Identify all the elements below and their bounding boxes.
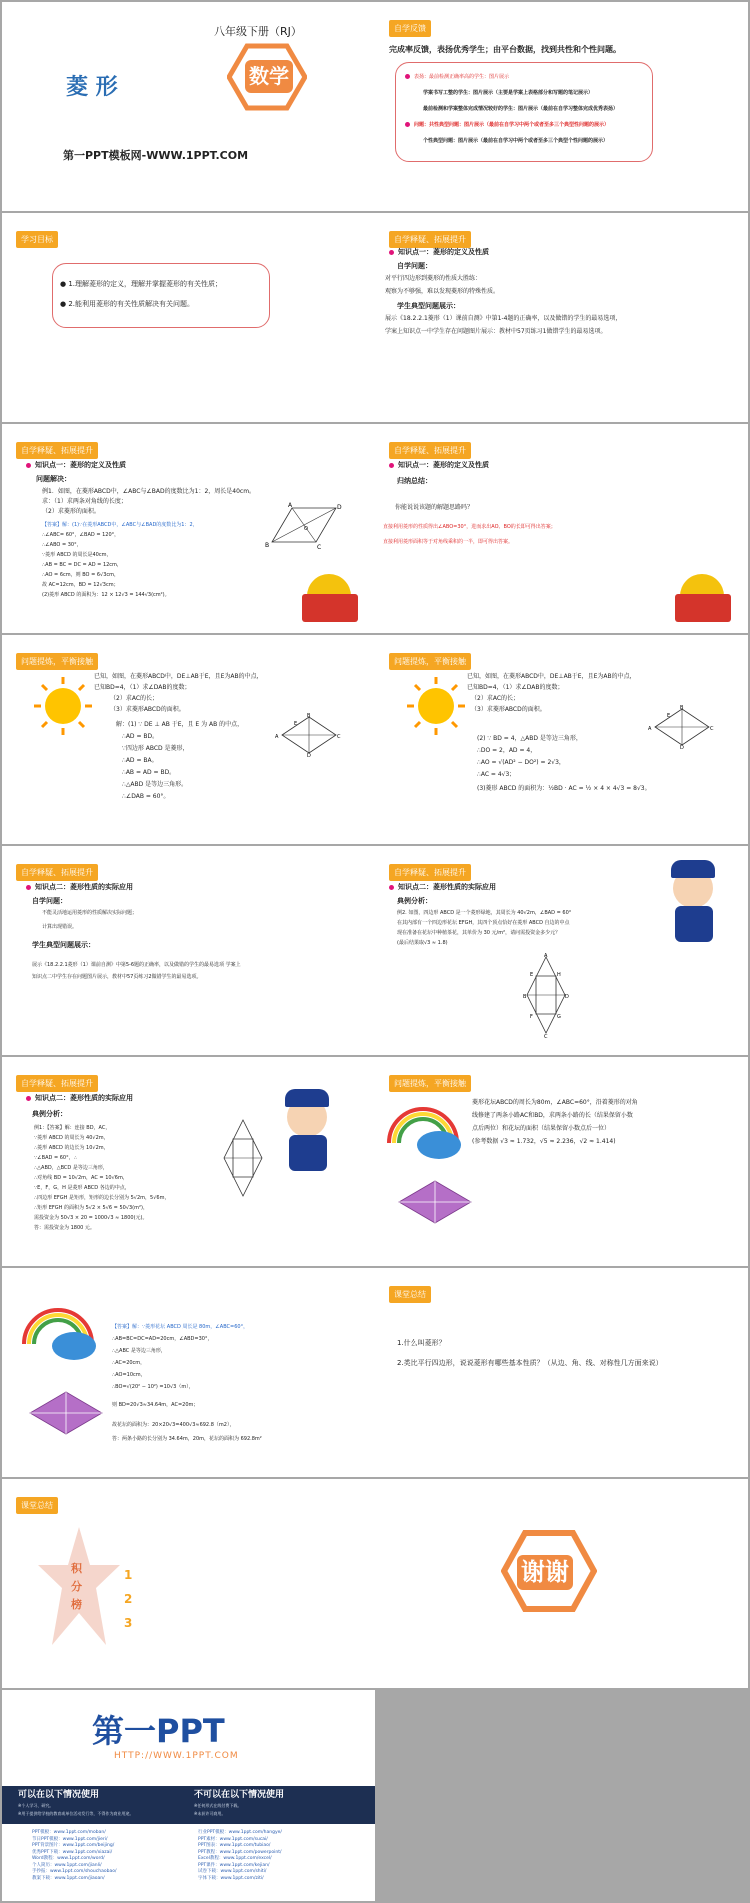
answer-text: ∴△ABD 是等边三角形。 [122, 781, 188, 788]
body-text: 学案上知识点一中学生存在问题图片展示：教材中57页练习1做错学生的最易选项。 [385, 328, 607, 335]
body-text: 计算出现错误。 [42, 924, 78, 930]
slide-footer [2, 1690, 375, 1901]
answer-text: 【答案】解：(1)∵在菱形ABCD中，∠ABC与∠BAD的度数比为1：2， [42, 522, 198, 528]
rhombus-diagram [264, 500, 344, 550]
problem-text: (最后结果取√3 ≈ 1.8) [397, 940, 448, 946]
answer-text: (3)菱形 ABCD 的面积为：½BD · AC = ½ × 4 × 4√3 = 8√3。 [477, 785, 651, 792]
answer-text: ∴AC=20cm， [112, 1360, 146, 1366]
badge-char: 积 [71, 1562, 82, 1575]
slide-goals [2, 213, 375, 422]
problem-text: (参考数据 √3 ≈ 1.732，√5 ≈ 2.236，√2 ≈ 1.414) [472, 1138, 616, 1145]
slide-feedback [375, 2, 748, 211]
answer-text: 则 BD=20√3≈34.64m，AC=20m； [112, 1402, 199, 1408]
answer-text: 故 AC=12cm，BD = 12√3cm； [42, 582, 119, 588]
point-label: D [307, 753, 311, 757]
intro-text: 完成率反馈，表扬优秀学生；由平台数据，找到共性和个性问题。 [389, 45, 621, 54]
cannot-use-heading: 不可以在以下情况使用 [194, 1790, 285, 1800]
goal-item: ● 2.能利用菱形的有关性质解决有关问题。 [60, 300, 195, 308]
slide-tag: 自学释疑、拓展提升 [16, 1075, 98, 1092]
answer-text: ∵E，F，G，H 是菱形 ABCD 各边的中点， [34, 1185, 130, 1191]
link-item[interactable]: 个人简历：www.1ppt.com/jianli/ [32, 1862, 102, 1868]
cannot-use-item: ※未获许可商用。 [194, 1811, 226, 1816]
point-label: D [337, 504, 342, 511]
link-item[interactable]: 试卷下载：www.1ppt.com/shiti/ [198, 1869, 267, 1875]
link-item[interactable]: 节日PPT模板：www.1ppt.com/jieri/ [32, 1836, 108, 1842]
rhombus-diagram [647, 705, 717, 749]
rhombus-diagram [523, 952, 569, 1038]
slide-scoreboard [2, 1479, 375, 1688]
point-label: B [265, 542, 270, 549]
problem-text: 已知BD=4，（1）求∠DAB的度数； [467, 684, 564, 691]
slide-tag: 问题提炼，平衡接触 [389, 1075, 471, 1092]
slide-tag: 课堂总结 [389, 1286, 431, 1303]
slide-tag: 自学释疑、拓展提升 [389, 864, 471, 881]
answer-text: (2) ∵ BD = 4，△ABD 是等边三角形， [477, 735, 582, 742]
point-label: D [565, 994, 569, 1000]
answer-text: ∴AO=10cm， [112, 1372, 146, 1378]
thanks-text: 谢谢 [517, 1555, 573, 1590]
rank-number: 2 [124, 1592, 133, 1606]
rhombus-diagram [220, 1115, 266, 1201]
slide-tag: 问题提炼，平衡接触 [389, 653, 471, 670]
link-item[interactable]: 手抄报：www.1ppt.com/shouchaobao/ [32, 1869, 117, 1875]
slide-knowledge1 [375, 213, 748, 422]
rank-number: 1 [124, 1568, 133, 1582]
uniform-icon [289, 1135, 327, 1171]
link-item[interactable]: PPT模板：www.1ppt.com/moban/ [32, 1830, 106, 1835]
answer-text: 答：需投资金为 1800 元。 [34, 1225, 95, 1231]
link-item[interactable]: PPT背景图片：www.1ppt.com/beijing/ [32, 1843, 115, 1849]
answer-text: ∴AD = BA。 [122, 757, 158, 764]
hat-icon [285, 1089, 329, 1107]
section-heading: 知识点一：菱形的定义及性质 [26, 460, 126, 470]
answer-text: ∴四边形 EFGH 是矩形，矩形的边长分别为 5√2m，5√6m， [34, 1195, 170, 1201]
problem-text: 现在准备在花坛中种植茶花，其单价为 30 元/m²，请问需投资金多少元？ [397, 930, 561, 936]
section-heading: 知识点二：菱形性质的实际应用 [26, 882, 133, 892]
answer-text: 答：两条小路的长分别为 34.64m，20m，花坛的面积为 692.8m² [112, 1436, 262, 1442]
links-left [32, 1830, 116, 1882]
slide-example1 [2, 424, 375, 633]
answer-text: ∵菱形 ABCD 的周长是40cm， [42, 552, 112, 558]
brand-url: HTTP://WWW.1PPT.COM [114, 1751, 239, 1761]
answer-text: 例1：【答案】解：连接 BD，AC， [34, 1125, 111, 1131]
slide-example2 [375, 846, 748, 1055]
book-icon [675, 594, 731, 622]
point-label: B [680, 705, 684, 711]
answer-text: ∵四边形 ABCD 是菱形， [122, 745, 189, 752]
brand-logo: 第一PPT [92, 1712, 225, 1750]
body-text: 展示《18.2.2.1菱形（1）课前自测》中第1-4题的正确率，以及做错的学生的最易选项， [385, 315, 622, 322]
slide-practice2 [375, 635, 748, 844]
point-label: E [294, 721, 298, 727]
problem-text: （2）求AC的长； [110, 695, 159, 702]
answer-text: ∴AD = BD。 [122, 733, 159, 740]
link-item[interactable]: PPT素材：www.1ppt.com/sucai/ [198, 1836, 268, 1842]
sun-icon [405, 675, 467, 737]
answer-text: ∴AO = √(AD² − DO²) = 2√3， [477, 759, 565, 766]
slide-title [2, 2, 375, 211]
answer-text: ∴AB = AD = BD。 [122, 769, 176, 776]
summary-question: 2.类比平行四边形，说说菱形有哪些基本性质？（从边、角、线、对称性几方面来说） [397, 1359, 663, 1367]
point-label: A [648, 726, 652, 732]
slide-tag: 自学释疑、拓展提升 [389, 231, 471, 248]
point-label: F [530, 1014, 533, 1020]
answer-text: ∴矩形 EFGH 的面积为 5√2 × 5√6 = 50√3(m²)， [34, 1205, 148, 1211]
slide-tag: 自学释疑、拓展提升 [16, 442, 98, 459]
feedback-item: 问题：共性典型问题：图片展示（最前在自学习中两个或者至多三个典型性问题的展示） [405, 122, 609, 129]
can-use-heading: 可以在以下情况使用 [18, 1790, 100, 1800]
link-item[interactable]: PPT图表：www.1ppt.com/tubiao/ [198, 1843, 271, 1849]
slide-summary1 [375, 424, 748, 633]
sub-heading: 典例分析： [32, 1110, 67, 1118]
point-label: O [304, 526, 308, 532]
answer-text: ∴AB=BC=DC=AD=20cm，∠ABD=30°， [112, 1336, 213, 1342]
problem-text: （3）求菱形ABCD的面积。 [471, 706, 546, 713]
link-item[interactable]: 字体下载：www.1ppt.com/ziti/ [198, 1875, 264, 1881]
example-text: 求：（1）求两条对角线的长度； [42, 498, 127, 505]
problem-text: （3）求菱形ABCD的面积。 [110, 706, 185, 713]
flowerbed-diagram [26, 1388, 106, 1438]
point-label: B [307, 713, 311, 719]
body-text: 不能灵活地运用菱形的性质解决实际问题； [42, 910, 138, 916]
problem-text: 线修建了两条小路AC和BD，求两条小路的长（结果保留小数 [472, 1112, 633, 1119]
sub-heading: 典例分析： [397, 897, 432, 905]
example-text: （2）求菱形的面积。 [42, 508, 100, 515]
slide-thanks [375, 1479, 748, 1688]
site-label: 第一PPT模板网-WWW.1PPT.COM [63, 149, 249, 162]
point-label: E [530, 972, 534, 978]
section-heading: 知识点一：菱形的定义及性质 [389, 460, 489, 470]
grade-label: 八年级下册（RJ） [214, 25, 302, 38]
badge-char: 分 [71, 1580, 82, 1593]
sun-icon [32, 675, 94, 737]
uniform-icon [675, 906, 713, 942]
point-label: C [317, 544, 322, 550]
answer-text: 解：(1) ∵ DE ⊥ AB 于E，且 E 为 AB 的中点， [116, 721, 244, 728]
problem-text: （2）求AC的长； [471, 695, 520, 702]
problem-text: 已知BD=4，（1）求∠DAB的度数； [94, 684, 191, 691]
answer-text: (2)菱形 ABCD 的面积为：12 × 12√3 = 144√3(cm²)。 [42, 592, 170, 598]
can-use-item: ※用于提供给学校的教育或单位活动发行等，不得作为商业用途。 [18, 1811, 134, 1816]
feedback-item: 学案书写工整的学生：图片展示（主要是学案上表格部分和写题的笔记展示） [423, 90, 594, 96]
point-label: D [680, 745, 684, 749]
answer-text: ∴AC = 4√3； [477, 771, 516, 778]
sub-heading: 自学问题： [32, 897, 67, 905]
slide-tag: 自学释疑、拓展提升 [389, 442, 471, 459]
point-label: E [667, 713, 671, 719]
slide-tag: 自学释疑、拓展提升 [16, 864, 98, 881]
rainbow-cloud-icon [383, 1097, 465, 1161]
point-label: B [523, 994, 527, 1000]
point-label: C [710, 726, 714, 732]
link-item[interactable]: PPT课件：www.1ppt.com/kejian/ [198, 1862, 270, 1868]
sub-heading: 问题解决： [36, 475, 71, 483]
point-label: A [275, 734, 279, 740]
slide-solution3 [2, 1268, 375, 1477]
body-text: 对平行四边形到菱形的性质大胜练： [385, 275, 482, 282]
rainbow-cloud-icon [18, 1298, 100, 1362]
slide-practice1 [2, 635, 375, 844]
example-text: 例1．如图，在菱形ABCD中，∠ABC与∠BAD的度数比为1：2，周长是40cm。 [42, 488, 256, 495]
answer-text: 需投资金为 50√3 × 20 = 1000√3 ≈ 1800(元)。 [34, 1215, 148, 1221]
slide-tag: 学习目标 [16, 231, 58, 248]
problem-text: 点后两位）和花坛的面积（结果保留小数点后一位） [472, 1125, 611, 1132]
link-item[interactable]: 优秀PPT下载：www.1ppt.com/xiazai/ [32, 1849, 113, 1855]
link-item[interactable]: Word教程：www.1ppt.com/word/ [32, 1856, 105, 1862]
answer-text: ∴AB = BC = DC = AD = 12cm， [42, 562, 122, 568]
answer-text: ∴DO = 2，AD = 4， [477, 747, 537, 754]
problem-text: 已知，如图，在菱形ABCD中，DE⊥AB于E，且E为AB的中点， [467, 673, 636, 680]
links-right [198, 1830, 282, 1882]
rank-number: 3 [124, 1616, 133, 1630]
summary-text: 直接利用菱形的性质得出∠ABO=30°，进而求出AO、BO的长即可得出答案； [383, 524, 556, 530]
answer-text: 故花坛的面积为：20×20√3=400√3≈692.8（m2）， [112, 1422, 235, 1428]
body-text: 观察为不够强，难以发现菱形的特殊性质。 [385, 288, 500, 295]
answer-text: ∴△ABC 是等边三角形， [112, 1348, 166, 1354]
answer-text: ∴△ABD，△BCD 是等边三角形， [34, 1165, 108, 1171]
answer-text: ∴∠ABO = 30°， [42, 542, 82, 548]
cannot-use-item: ※任何形式在线付费下载。 [194, 1803, 242, 1808]
flowerbed-diagram [395, 1177, 475, 1227]
summary-text: 直接利用菱形面积等于对角线乘积的一半，即可得出答案。 [383, 539, 514, 545]
body-text: 知识点二中学生存在问题图片展示，教材中57页练习2做错学生的最易选项。 [32, 974, 202, 980]
section-heading: 知识点二：菱形性质的实际应用 [389, 882, 496, 892]
problem-text: 例2. 如图，四边形 ABCD 是一个菱形绿地，其周长为 40√2m，∠BAD = 60° [397, 910, 572, 916]
point-label: G [557, 1014, 561, 1020]
feedback-item: 表扬：最前检测正确率高的学生：图片展示 [405, 74, 509, 81]
link-item[interactable]: 教案下载：www.1ppt.com/jiaoan/ [32, 1875, 105, 1881]
rhombus-diagram [274, 713, 344, 757]
sub-heading: 学生典型问题展示： [397, 302, 460, 310]
summary-question: 1.什么叫菱形？ [397, 1339, 446, 1347]
answer-text: ∴对角线 BD = 10√2m，AC = 10√6m， [34, 1175, 128, 1181]
section-heading: 知识点二：菱形性质的实际应用 [26, 1093, 133, 1103]
answer-text: ∴∠ABC= 60°，∠BAD = 120°， [42, 532, 120, 538]
point-label: A [544, 953, 548, 959]
slide-solution2 [2, 1057, 375, 1266]
problem-text: 在其内部有一个四边形花坛 EFGH，其四个顶点恰好在菱形 ABCD 自边的中点 [397, 920, 570, 926]
link-item[interactable]: PPT教程：www.1ppt.com/powerpoint/ [198, 1849, 282, 1855]
can-use-item: ※个人学习、研究。 [18, 1803, 54, 1808]
page-title: 菱 形 [66, 75, 118, 100]
sub-heading: 自学问题： [397, 262, 432, 270]
slide-summary [375, 1268, 748, 1477]
point-label: C [544, 1034, 548, 1038]
answer-text: ∴AO = 6cm，则 BO = 6√3cm， [42, 572, 120, 578]
subject-label: 数学 [245, 60, 293, 93]
body-text: 展示《18.2.2.1菱形（1）课前自测》中第5-6题的正确率，以及做错的学生的最易选项 学案上 [32, 962, 241, 968]
point-label: A [288, 502, 293, 509]
problem-text: 菱形花坛ABCD的周长为80m，∠ABC=60°，沿着菱形的对角 [472, 1099, 638, 1106]
answer-text: 【答案】解：∵菱形花坛 ABCD 周长是 80m，∠ABC=60°， [112, 1324, 249, 1330]
point-label: C [337, 734, 341, 740]
link-item[interactable]: Excel教程：www.1ppt.com/excel/ [198, 1856, 272, 1862]
hat-icon [671, 860, 715, 878]
badge-char: 榜 [71, 1598, 82, 1611]
feedback-item: 最前检测和学案整体完成情况较好的学生：图片展示（最前在自学习整体完成优秀表扬） [423, 106, 619, 112]
answer-text: ∴BO=√(20² − 10²) =10√3（m）， [112, 1384, 194, 1390]
slide-tag: 自学反馈 [389, 20, 431, 37]
slide-practice3 [375, 1057, 748, 1266]
answer-text: ∵菱形 ABCD 的周长为 40√2m， [34, 1135, 109, 1141]
section-heading: 知识点一：菱形的定义及性质 [389, 247, 489, 257]
book-icon [302, 594, 358, 622]
goal-item: ● 1.理解菱形的定义，理解并掌握菱形的有关性质； [60, 280, 223, 288]
answer-text: ∵∠BAD = 60°，∴ [34, 1155, 77, 1161]
link-item[interactable]: 行业PPT模板：www.1ppt.com/hangye/ [198, 1830, 282, 1835]
feedback-item: 个性典型问题：图片展示（最前在自学习中两个或者至多三个典型个性问题的展示） [423, 138, 609, 144]
slide-tag: 问题提炼，平衡接触 [16, 653, 98, 670]
slide-knowledge2 [2, 846, 375, 1055]
problem-text: 已知，如图，在菱形ABCD中，DE⊥AB于E，且E为AB的中点， [94, 673, 263, 680]
slide-tag: 课堂总结 [16, 1497, 58, 1514]
answer-text: ∴∠DAB = 60°。 [122, 793, 170, 800]
point-label: H [557, 972, 561, 978]
sub-heading: 学生典型问题展示： [32, 941, 95, 949]
question-text: 你能说说该题的解题思路吗？ [395, 504, 474, 511]
answer-text: ∴菱形 ABCD 的边长为 10√2m， [34, 1145, 109, 1151]
goals-box [52, 263, 270, 328]
sub-heading: 归纳总结： [397, 477, 432, 485]
